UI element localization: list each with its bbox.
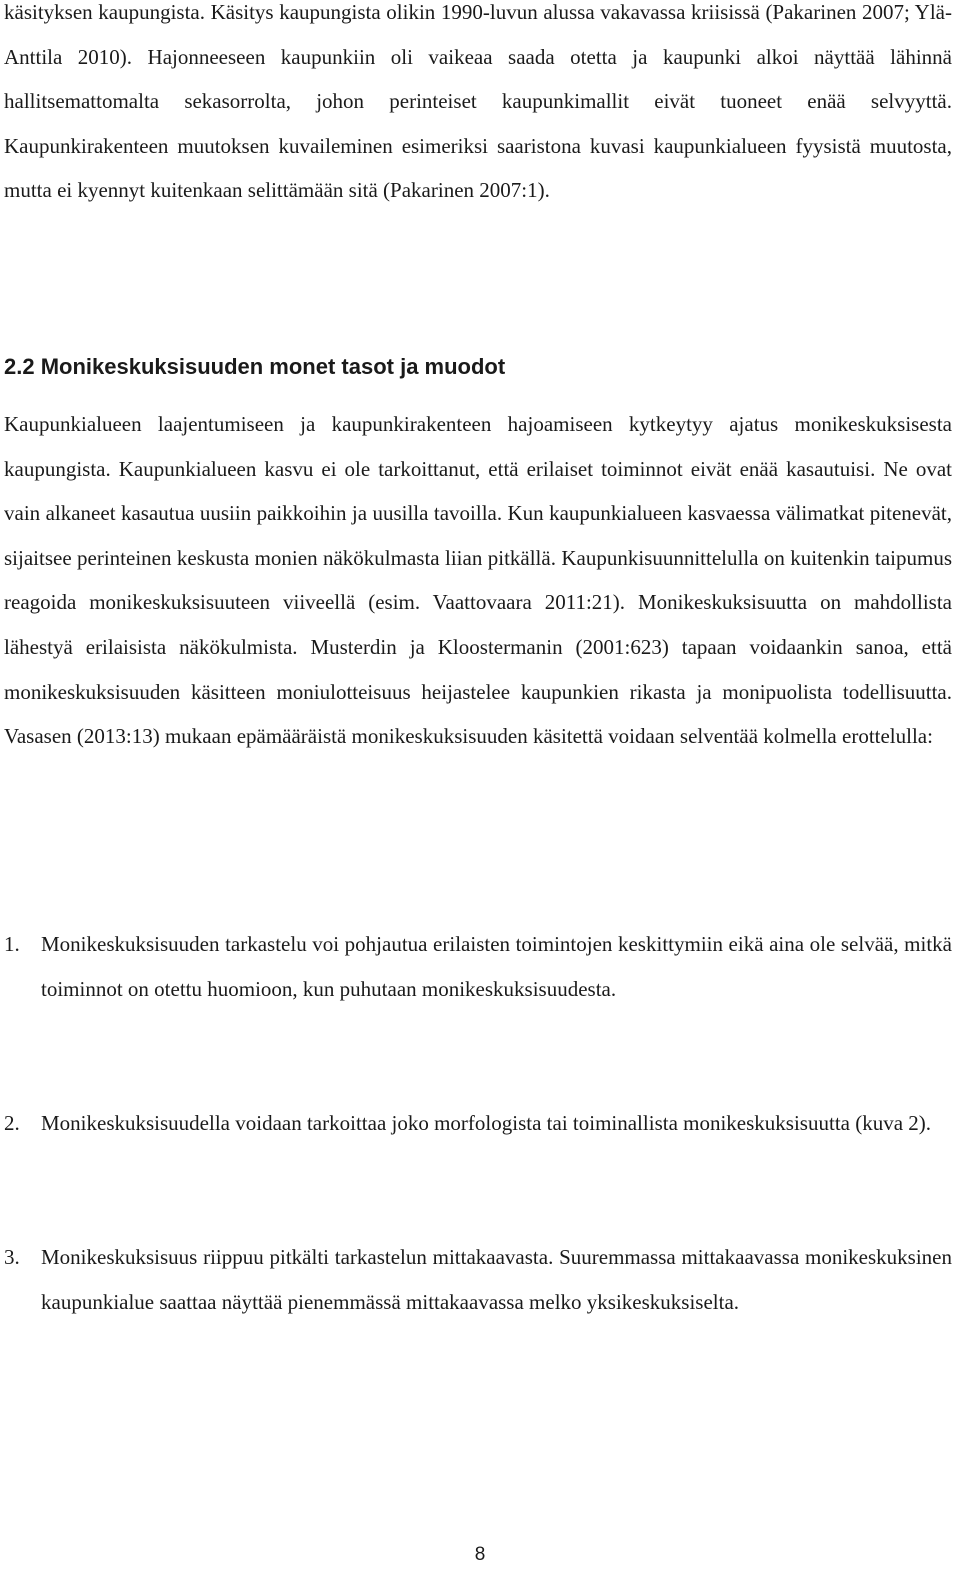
list-item-text: Monikeskuksisuus riippuu pitkälti tarkastelun mittakaavasta. Suuremmassa mittakaavassa monikeskuksinen kaupunkialue saattaa näyttää pienemmässä mittakaavassa melko yksikeskuksiselta. [41, 1245, 952, 1314]
paragraph-intro: käsityksen kaupungista. Käsitys kaupungista olikin 1990-luvun alussa vakavassa kriisissä (Pakarinen 2007; Ylä-Anttila 2010). Hajonneeseen kaupunkiin oli vaikeaa saada otetta ja kaupunki alkoi näyttää lähinnä hallitsemattomalta sekasorrolta, johon perinteiset kaupunkimallit eivät tuoneet enää selvyyttä. Kaupunkirakenteen muutoksen kuvaileminen esimeriksi saaristona kuvasi kaupunkialueen fyysistä muutosta, mutta ei kyennyt kuitenkaan selittämään sitä (Pakarinen 2007:1). [4, 0, 952, 203]
section-heading: 2.2 Monikeskuksisuuden monet tasot ja muodot [4, 354, 506, 379]
list-item-text: Monikeskuksisuuden tarkastelu voi pohjautua erilaisten toimintojen keskittymiin eikä aina ole selvää, mitkä toiminnot on otettu huomioon, kun puhutaan monikeskuksisuudesta. [41, 932, 952, 1001]
list-item-number: 3. [4, 1245, 20, 1269]
list-item-text: Monikeskuksisuudella voidaan tarkoittaa joko morfologista tai toiminallista monikeskuksisuutta (kuva 2). [41, 1111, 932, 1135]
list-item [4, 922, 952, 1011]
page-number: 8 [474, 1544, 486, 1565]
list-item [4, 1235, 952, 1324]
list-item-number: 1. [4, 932, 20, 956]
list-item-number: 2. [4, 1111, 20, 1135]
list-item [4, 1101, 952, 1146]
paragraph-body: Kaupunkialueen laajentumiseen ja kaupunkirakenteen hajoamiseen kytkeytyy ajatus monikeskuksisesta kaupungista. Kaupunkialueen kasvu ei ole tarkoittanut, että erilaiset toiminnot eivät enää kasautuisi. Ne ovat vain alkaneet kasautua uusiin paikkoihin ja uusilla tavoilla. Kun kaupunkialueen kasvaessa välimatkat pitenevät, sijaitsee perinteinen keskusta monien näkökulmasta liian pitkällä. Kaupunkisuunnittelulla on kuitenkin taipumus reagoida monikeskuksisuuteen viiveellä (esim. Vaattovaara 2011:21). Monikeskuksisuutta on mahdollista lähestyä erilaisista näkökulmista. Musterdin ja Kloostermanin (2001:623) tapaan voidaankin sanoa, että monikeskuksisuuden käsitteen moniulotteisuus heijastelee kaupunkien rikasta ja monipuolista todellisuutta. Vasasen (2013:13) mukaan epämääräistä monikeskuksisuuden käsitettä voidaan selventää kolmella erottelulla: [4, 412, 952, 749]
